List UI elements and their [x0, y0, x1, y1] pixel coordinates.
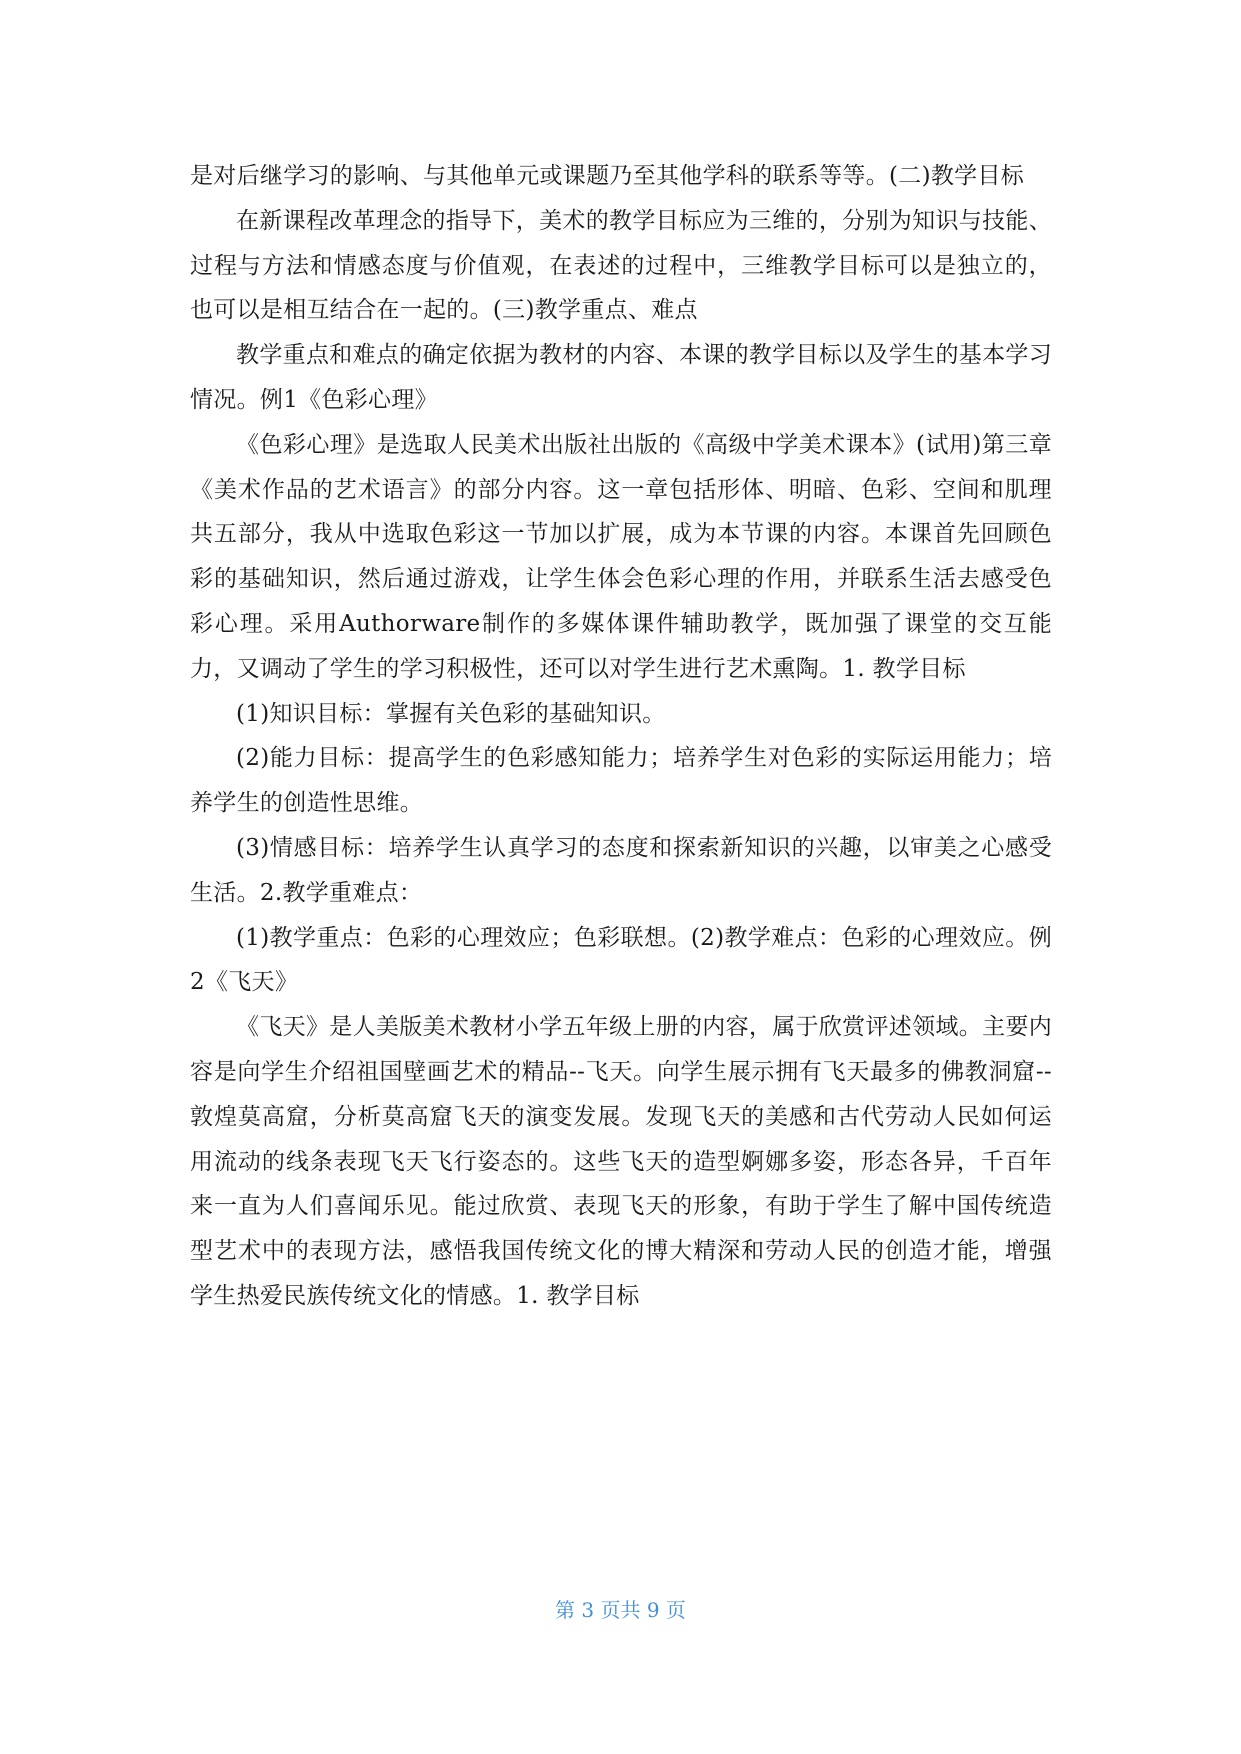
document-body [190, 154, 1052, 1319]
paragraph-knowledge-goal: (1)知识目标：掌握有关色彩的基础知识。 [236, 700, 666, 727]
paragraph-ability-goal: (2)能力目标：提高学生的色彩感知能力；培养学生对色彩的实际运用能力；培养学生的创造性思维。 [190, 745, 1052, 817]
paragraph-teaching-goals: 在新课程改革理念的指导下，美术的教学目标应为三维的，分别为知识与技能、过程与方法和情感态度与价值观，在表述的过程中，三维教学目标可以是独立的，也可以是相互结合在一起的。(三)教学重点、难点 [190, 207, 1052, 324]
page-number-footer: 第 3 页共 9 页 [555, 1598, 686, 1622]
paragraph-key-points: 教学重点和难点的确定依据为教材的内容、本课的教学目标以及学生的基本学习情况。例1《色彩心理》 [190, 342, 1052, 413]
paragraph-emotion-goal: (3)情感目标：培养学生认真学习的态度和探索新知识的兴趣，以审美之心感受生活。2.教学重难点： [190, 834, 1052, 906]
paragraph-color-psychology: 《色彩心理》是选取人民美术出版社出版的《高级中学美术课本》(试用)第三章《美术作品的艺术语言》的部分内容。这一章包括形体、明暗、色彩、空间和肌理共五部分，我从中选取色彩这一节加以扩展，成为本节课的内容。本课首先回顾色彩的基础知识，然后通过游戏，让学生体会色彩心理的作用，并联系生活去感受色彩心理。采用Authorware制作的多媒体课件辅助教学，既加强了课堂的交互能力，又调动了学生的学习积极性，还可以对学生进行艺术熏陶。1. 教学目标 [190, 431, 1052, 682]
paragraph-continuation: 是对后继学习的影响、与其他单元或课题乃至其他学科的联系等等。(二)教学目标 [190, 163, 1025, 189]
paragraph-key-difficult-points: (1)教学重点：色彩的心理效应；色彩联想。(2)教学难点：色彩的心理效应。例2《飞天》 [190, 924, 1052, 996]
paragraph-feitian: 《飞天》是人美版美术教材小学五年级上册的内容，属于欣赏评述领域。主要内容是向学生介绍祖国壁画艺术的精品--飞天。向学生展示拥有飞天最多的佛教洞窟--敦煌莫高窟，分析莫高窟飞天的演变发展。发现飞天的美感和古代劳动人民如何运用流动的线条表现飞天飞行姿态的。这些飞天的造型婀娜多姿，形态各异，千百年来一直为人们喜闻乐见。能过欣赏、表现飞天的形象，有助于学生了解中国传统造型艺术中的表现方法，感悟我国传统文化的博大精深和劳动人民的创造才能，增强学生热爱民族传统文化的情感。1. 教学目标 [190, 1014, 1052, 1309]
